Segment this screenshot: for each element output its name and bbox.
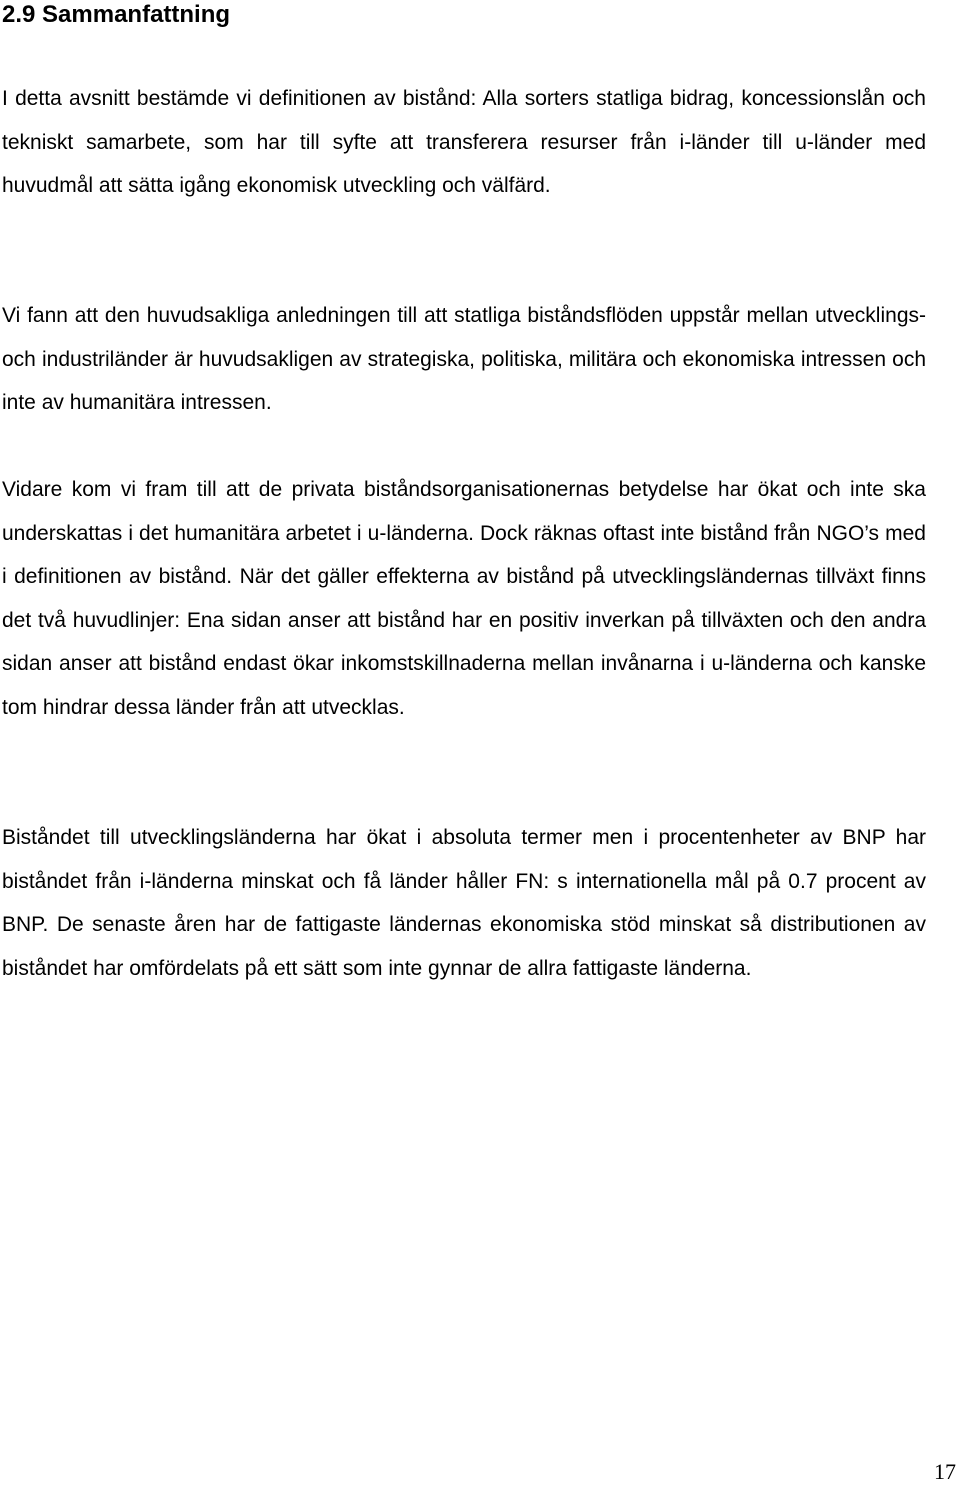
paragraph-motives: Vi fann att den huvudsakliga anledningen till att statliga biståndsflöden uppstår mellan utvecklings- och industriländer är huvudsakligen av strategiska, politiska, militära och ekonomiska intressen och inte av humanitära intressen. (2, 304, 926, 414)
paragraph-definition: I detta avsnitt bestämde vi definitionen av bistånd: Alla sorters statliga bidrag, koncessionslån och tekniskt samarbete, som har till syfte att transferera resurser från i-länder till u-länder med huvudmål att sätta igång ekonomisk utveckling och välfärd. (2, 87, 926, 197)
page-number: 17 (934, 1459, 956, 1484)
paragraph-ngo-effects: Vidare kom vi fram till att de privata biståndsorganisationernas betydelse har ökat och inte ska underskattas i det humanitära arbetet i u-länderna. Dock räknas oftast inte bistånd från NGO’s med i definitionen av bistånd. När det gäller effekterna av bistånd på utvecklingsländernas tillväxt finns det två huvudlinjer: Ena sidan anser att bistånd har en positiv inverkan på tillväxten och den andra sidan anser att bistånd endast ökar inkomstskillnaderna mellan invånarna i u-länderna och kanske tom hindrar dessa länder från att utvecklas. (2, 478, 926, 719)
paragraph-aid-trends: Biståndet till utvecklingsländerna har ökat i absoluta termer men i procentenheter av BNP har biståndet från i-länderna minskat och få länder håller FN: s internationella mål på 0.7 procent av BNP. De senaste åren har de fattigaste ländernas ekonomiska stöd minskat så distributionen av biståndet har omfördelats på ett sätt som inte gynnar de allra fattigaste länderna. (2, 826, 926, 980)
section-heading: 2.9 Sammanfattning (2, 1, 231, 28)
